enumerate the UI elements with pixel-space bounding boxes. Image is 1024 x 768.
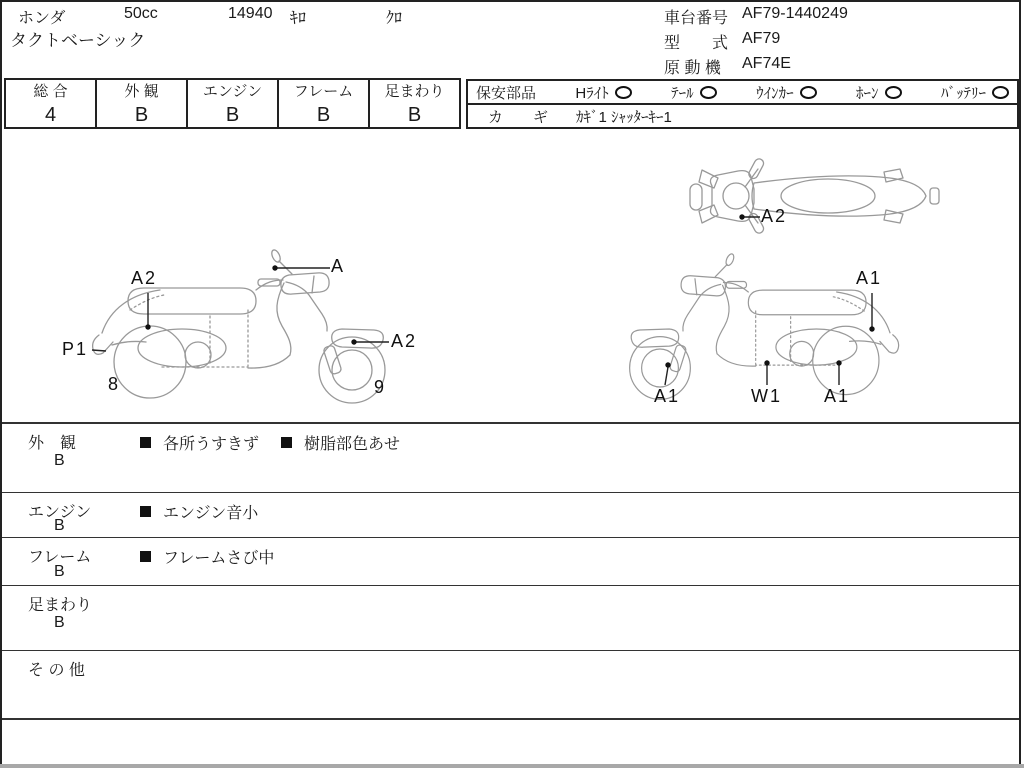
section-engine (2, 492, 1019, 537)
mileage-unit: ｷﾛ (290, 10, 307, 27)
grade-cell-engine (186, 78, 279, 129)
chassis-number-label: 車台番号 (664, 10, 729, 27)
grade-label: フレーム (293, 83, 354, 100)
comment-item (281, 431, 400, 454)
damage-label: 9 (374, 377, 387, 397)
grade-label: エンジン (202, 83, 263, 100)
comment-marker-icon (281, 437, 292, 448)
damage-label: W1 (751, 386, 782, 406)
grade-cell-overall (4, 78, 97, 129)
safety-item-winker (756, 82, 817, 103)
damage-label: A2 (761, 206, 788, 226)
grade-value: B (407, 104, 422, 126)
section-empty-footer (2, 718, 1019, 764)
maker-name: ホンダ (18, 10, 66, 27)
status-ok-circle-icon (885, 86, 902, 99)
grade-cell-undercarriage (368, 78, 461, 129)
section-grade: B (54, 452, 65, 469)
damage-label: 8 (108, 374, 121, 394)
model-code-value: AF79 (742, 30, 781, 47)
section-comments (140, 500, 258, 523)
section-other (2, 650, 1019, 718)
engine-code-label: 原 動 機 (664, 60, 721, 77)
keys-label: カ ギ (488, 108, 549, 126)
damage-label: A2 (391, 331, 418, 351)
safety-item-taillight (671, 82, 717, 103)
sheet-bottom-edge (0, 764, 1024, 768)
section-label: 外 観 (28, 435, 77, 452)
safety-item-horn (856, 82, 902, 103)
safety-parts-row (468, 81, 1017, 105)
grade-value: B (225, 104, 240, 126)
damage-label: A1 (824, 386, 851, 406)
chassis-number-value: AF79-1440249 (742, 5, 848, 22)
comment-marker-icon (140, 437, 151, 448)
status-ok-circle-icon (615, 86, 632, 99)
comment-text: エンジン音小 (163, 505, 259, 522)
section-grade: B (54, 563, 65, 580)
status-ok-circle-icon (700, 86, 717, 99)
grade-label: 足まわり (384, 83, 445, 100)
comment-marker-icon (140, 506, 151, 517)
keys-row (468, 105, 1017, 127)
comment-text: 各所うすきず (163, 436, 260, 453)
grade-label: 総 合 (33, 83, 68, 100)
safety-item-battery (941, 82, 1009, 103)
damage-label: A (331, 256, 346, 276)
safety-item-headlight (575, 82, 631, 103)
grade-table (4, 78, 461, 129)
comment-item (140, 431, 259, 454)
mileage-value: 14940 (228, 5, 273, 22)
safety-item-label: ﾊﾞｯﾃﾘｰ (940, 84, 986, 102)
grade-label: 外 観 (124, 83, 159, 100)
safety-item-label: Hﾗｲﾄ (575, 84, 609, 102)
section-undercarriage (2, 585, 1019, 650)
section-comments (140, 545, 274, 568)
section-exterior (2, 422, 1019, 492)
status-ok-circle-icon (800, 86, 817, 99)
section-frame (2, 537, 1019, 585)
safety-parts-title: 保安部品 (476, 84, 537, 102)
safety-item-label: ﾎｰﾝ (856, 84, 879, 102)
grade-value: B (316, 104, 331, 126)
section-grade: B (54, 517, 65, 534)
safety-item-label: ﾃｰﾙ (671, 84, 694, 102)
comment-marker-icon (140, 551, 151, 562)
grade-value: 4 (44, 104, 57, 126)
displacement: 50cc (124, 5, 158, 22)
section-label: そ の 他 (28, 662, 85, 679)
comment-text: フレームさび中 (163, 550, 275, 567)
section-label: エンジン (28, 504, 92, 521)
section-label: 足まわり (28, 597, 93, 614)
section-grade: B (54, 614, 65, 631)
engine-code-value: AF74E (742, 55, 791, 72)
grade-value: B (134, 104, 149, 126)
safety-parts-box (466, 79, 1019, 129)
damage-label: A1 (856, 268, 883, 288)
comment-text: 樹脂部色あせ (304, 436, 401, 453)
section-label: フレーム (28, 549, 92, 566)
damage-label: A2 (131, 268, 158, 288)
section-comments (140, 431, 400, 454)
status-ok-circle-icon (992, 86, 1009, 99)
damage-label: A1 (654, 386, 681, 406)
damage-label: P1 (62, 339, 89, 359)
model-code-label: 型 式 (664, 35, 729, 52)
keys-value: ｶｷﾞ1 ｼｬｯﾀｰｷｰ1 (576, 108, 672, 126)
comment-item (140, 500, 258, 523)
color-code: ｸﾛ (386, 10, 403, 27)
grade-cell-exterior (95, 78, 188, 129)
pointer-lines (92, 214, 875, 385)
model-name: タクトベーシック (10, 31, 146, 50)
grade-cell-frame (277, 78, 370, 129)
safety-item-label: ｳｲﾝｶｰ (756, 84, 794, 102)
comment-item (140, 545, 274, 568)
scooter-top-view (690, 157, 939, 234)
